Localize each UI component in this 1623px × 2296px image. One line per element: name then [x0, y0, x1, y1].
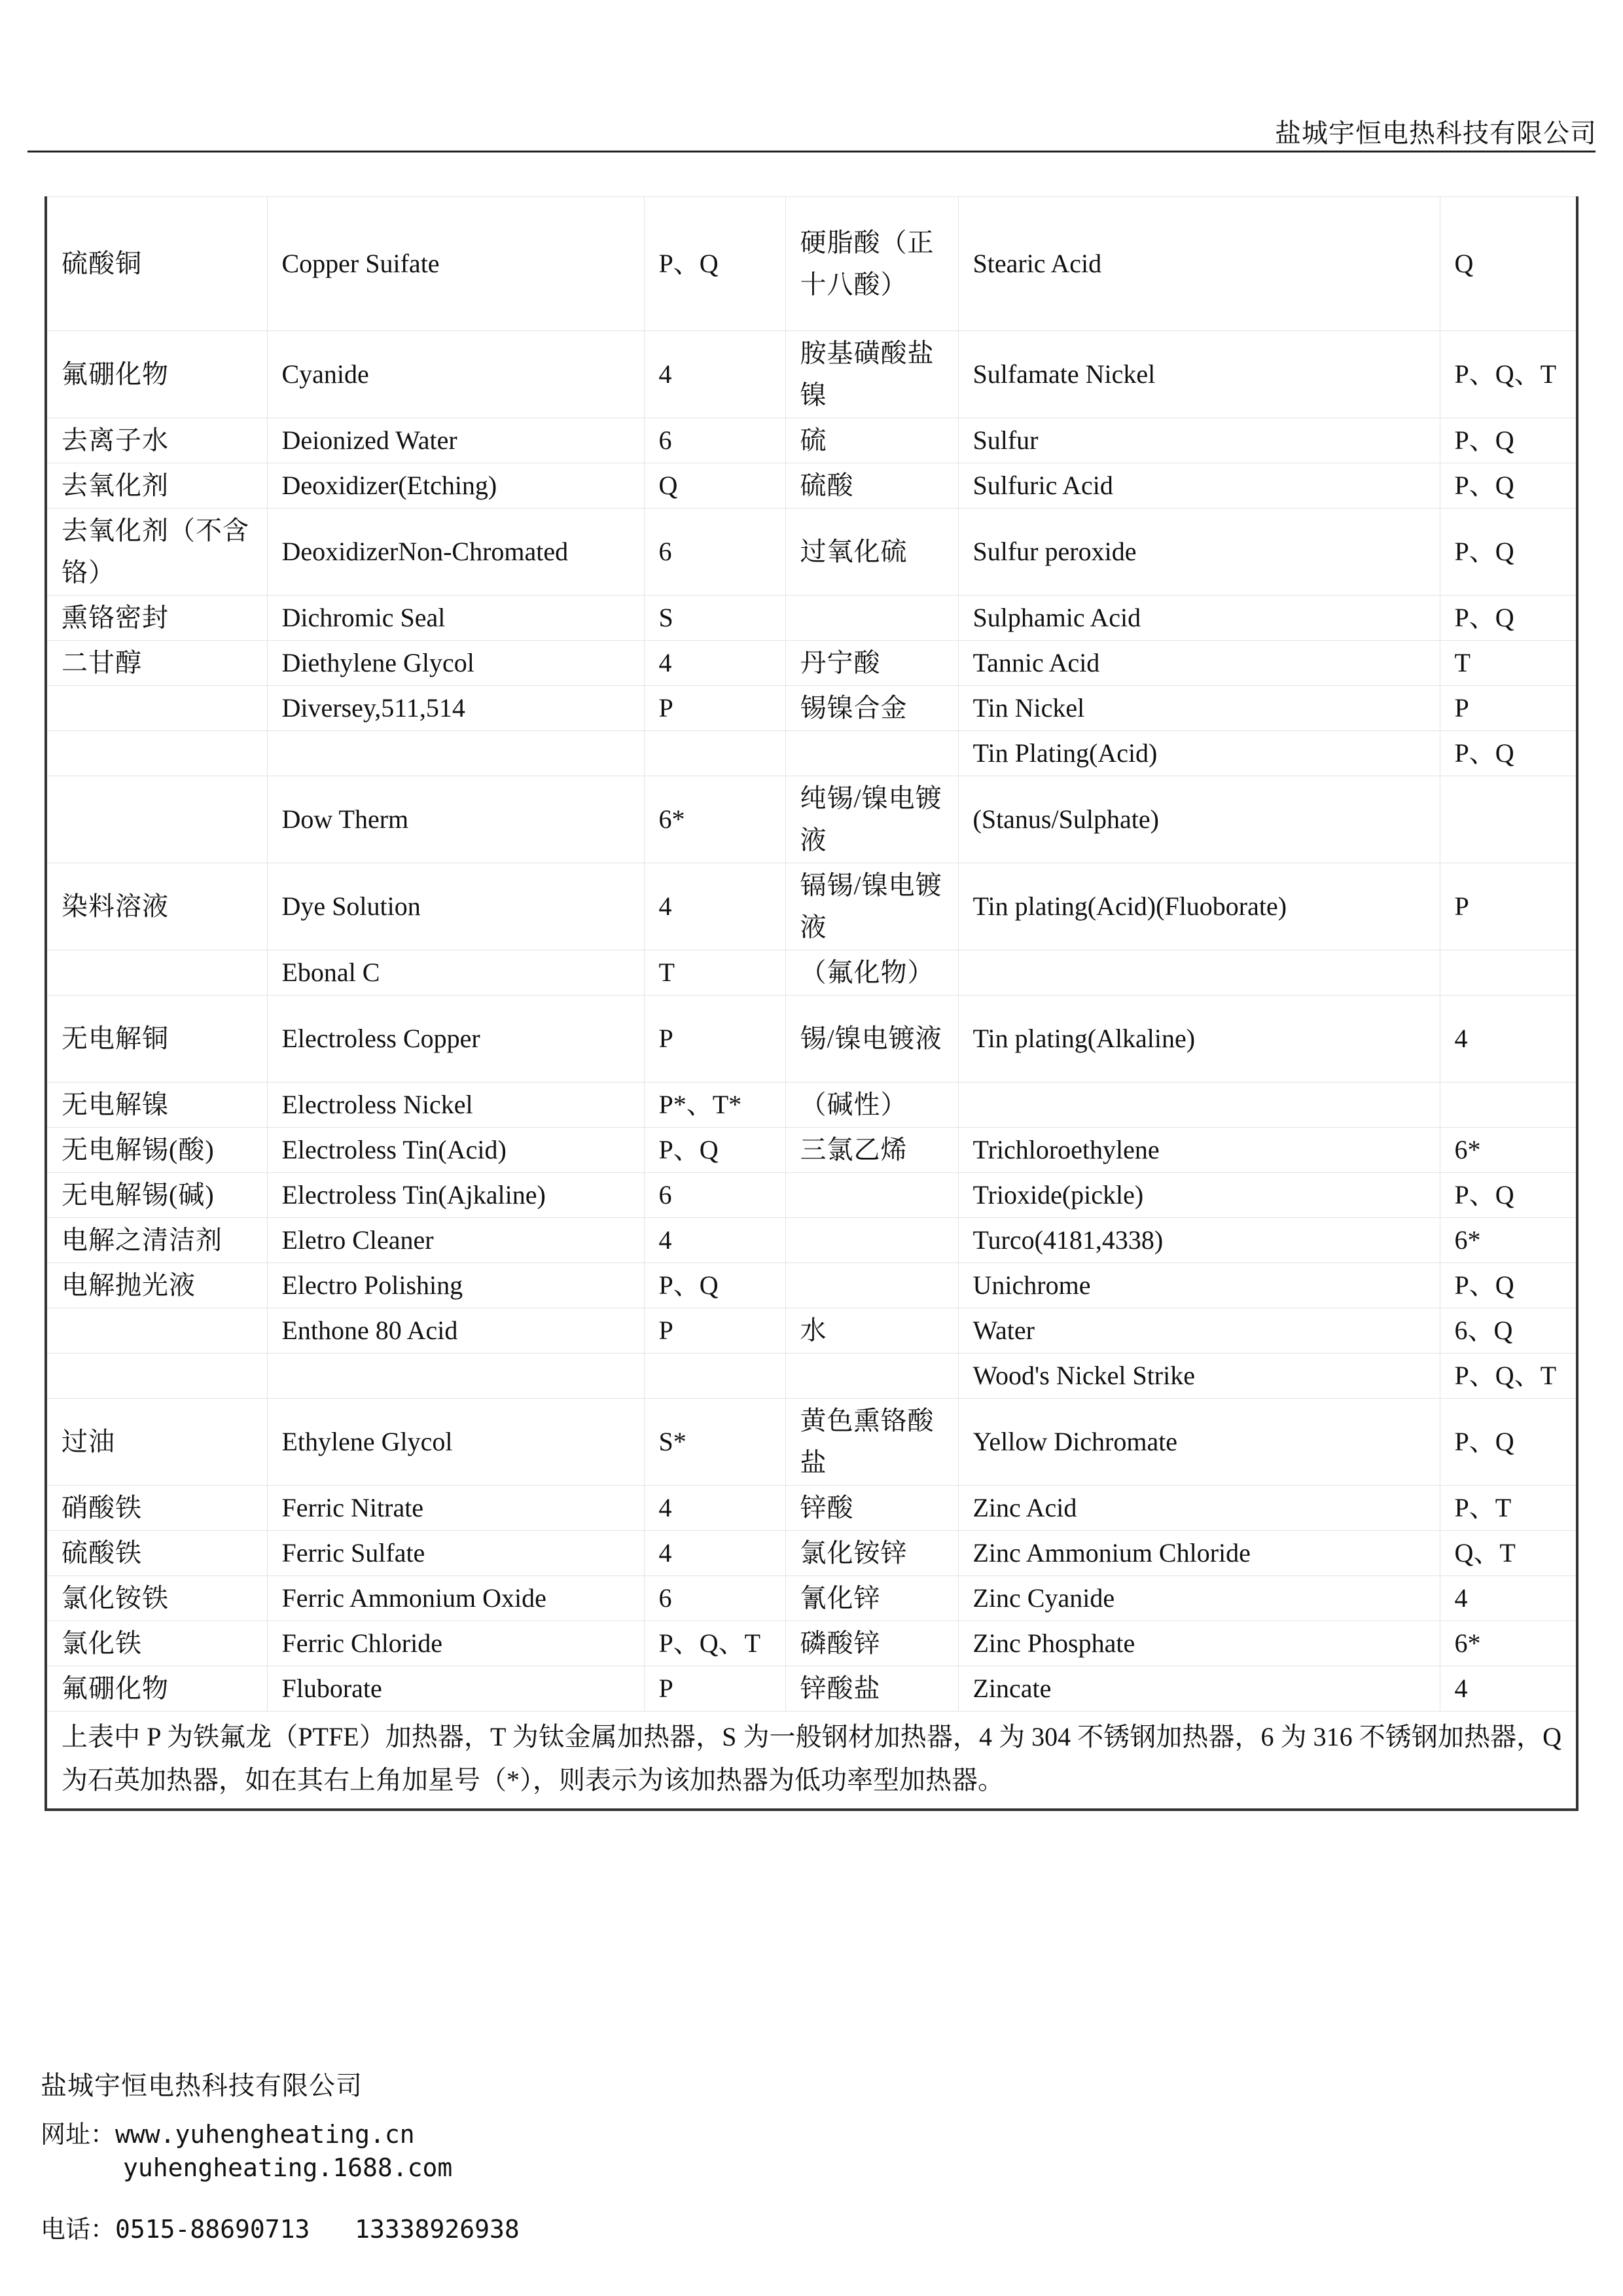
- table-body: [46, 197, 1577, 1810]
- table-row: [46, 731, 1577, 776]
- chinese-name-cell: [785, 1263, 958, 1308]
- chinese-name-cell: （碱性）: [785, 1083, 958, 1128]
- table-row: [46, 641, 1577, 686]
- heater-type-cell: 4: [1440, 1576, 1577, 1621]
- table-row: [46, 1531, 1577, 1576]
- table-row: [46, 596, 1577, 641]
- english-name-cell: Stearic Acid: [958, 197, 1440, 331]
- chinese-name-cell: [46, 776, 267, 863]
- chinese-name-cell: 无电解锡(碱): [46, 1173, 267, 1218]
- chinese-name-cell: 过氧化硫: [785, 509, 958, 596]
- english-name-cell: (Stanus/Sulphate): [958, 776, 1440, 863]
- chinese-name-cell: 过油: [46, 1399, 267, 1486]
- english-name-cell: Sulfuric Acid: [958, 463, 1440, 509]
- chinese-name-cell: 氯化铵锌: [785, 1531, 958, 1576]
- chinese-name-cell: [46, 1308, 267, 1354]
- table-row: [46, 1308, 1577, 1354]
- english-name-cell: Ferric Sulfate: [267, 1531, 644, 1576]
- footer-phone-line: [41, 2209, 520, 2245]
- heater-type-cell: [644, 731, 785, 776]
- heater-type-cell: P、Q: [1440, 463, 1577, 509]
- chinese-name-cell: 无电解锡(酸): [46, 1128, 267, 1173]
- heater-type-cell: 4: [644, 1531, 785, 1576]
- table-row: [46, 509, 1577, 596]
- chinese-name-cell: 去氧化剂: [46, 463, 267, 509]
- chinese-name-cell: [785, 731, 958, 776]
- heater-type-cell: Q: [644, 463, 785, 509]
- chinese-name-cell: 黄色熏铬酸盐: [785, 1399, 958, 1486]
- english-name-cell: Dow Therm: [267, 776, 644, 863]
- heater-type-cell: P、T: [1440, 1486, 1577, 1531]
- table-row: [46, 776, 1577, 863]
- heater-type-cell: P: [644, 686, 785, 731]
- table-row: [46, 1128, 1577, 1173]
- english-name-cell: Sulphamic Acid: [958, 596, 1440, 641]
- website-url-secondary[interactable]: yuhengheating.1688.com: [123, 2153, 453, 2182]
- table-row: [46, 463, 1577, 509]
- chinese-name-cell: 熏铬密封: [46, 596, 267, 641]
- english-name-cell: Zinc Phosphate: [958, 1621, 1440, 1666]
- english-name-cell: Electroless Tin(Ajkaline): [267, 1173, 644, 1218]
- english-name-cell: [958, 1083, 1440, 1128]
- website-label: 网址：: [41, 2120, 116, 2149]
- heater-type-cell: P、Q: [644, 1263, 785, 1308]
- english-name-cell: Copper Suifate: [267, 197, 644, 331]
- english-name-cell: Ferric Nitrate: [267, 1486, 644, 1531]
- heater-type-cell: 4: [644, 863, 785, 950]
- heater-type-cell: P、Q、T: [1440, 1354, 1577, 1399]
- heater-type-cell: Q: [1440, 197, 1577, 331]
- chinese-name-cell: [46, 1354, 267, 1399]
- table-row: [46, 950, 1577, 996]
- chinese-name-cell: 去氧化剂（不含铬）: [46, 509, 267, 596]
- english-name-cell: Dye Solution: [267, 863, 644, 950]
- english-name-cell: Zinc Ammonium Chloride: [958, 1531, 1440, 1576]
- footer-company-name: 盐城宇恒电热科技有限公司: [41, 2071, 363, 2101]
- heater-type-cell: P、Q: [1440, 731, 1577, 776]
- english-name-cell: Trichloroethylene: [958, 1128, 1440, 1173]
- heater-type-cell: 6*: [644, 776, 785, 863]
- table-note-row: [46, 1712, 1577, 1810]
- heater-type-cell: P: [1440, 863, 1577, 950]
- table-row: [46, 996, 1577, 1083]
- heater-type-cell: 6: [644, 1576, 785, 1621]
- heater-type-cell: 4: [1440, 1666, 1577, 1712]
- heater-type-cell: P*、T*: [644, 1083, 785, 1128]
- chinese-name-cell: 电解抛光液: [46, 1263, 267, 1308]
- table-row: [46, 1218, 1577, 1263]
- english-name-cell: Ethylene Glycol: [267, 1399, 644, 1486]
- heater-type-cell: [1440, 1083, 1577, 1128]
- chinese-name-cell: [785, 1218, 958, 1263]
- english-name-cell: Deoxidizer(Etching): [267, 463, 644, 509]
- heater-type-cell: 6: [644, 1173, 785, 1218]
- english-name-cell: Sulfur: [958, 418, 1440, 463]
- table-row: [46, 1399, 1577, 1486]
- heater-type-cell: 6: [644, 418, 785, 463]
- english-name-cell: Cyanide: [267, 331, 644, 418]
- heater-type-cell: 4: [1440, 996, 1577, 1083]
- chinese-name-cell: [785, 1354, 958, 1399]
- heater-type-cell: P: [1440, 686, 1577, 731]
- heater-legend-note: 上表中 P 为铁氟龙（PTFE）加热器，T 为钛金属加热器，S 为一般钢材加热器，4 为 304 不锈钢加热器，6 为 316 不锈钢加热器，Q 为石英加热器，如在其右上角加星号（*），则表示为该加热器为低功率型加热器。: [46, 1712, 1577, 1810]
- english-name-cell: Sulfur peroxide: [958, 509, 1440, 596]
- english-name-cell: Eletro Cleaner: [267, 1218, 644, 1263]
- chinese-name-cell: 氰化锌: [785, 1576, 958, 1621]
- heater-type-cell: 6*: [1440, 1218, 1577, 1263]
- english-name-cell: Trioxide(pickle): [958, 1173, 1440, 1218]
- chinese-name-cell: 氟硼化物: [46, 331, 267, 418]
- chinese-name-cell: 电解之清洁剂: [46, 1218, 267, 1263]
- table-row: [46, 1354, 1577, 1399]
- chinese-name-cell: 氯化铵铁: [46, 1576, 267, 1621]
- heater-type-cell: T: [1440, 641, 1577, 686]
- chinese-name-cell: 无电解镍: [46, 1083, 267, 1128]
- chinese-name-cell: [46, 731, 267, 776]
- heater-type-cell: 6、Q: [1440, 1308, 1577, 1354]
- heater-type-cell: [644, 1354, 785, 1399]
- heater-type-cell: P、Q: [1440, 1173, 1577, 1218]
- english-name-cell: Yellow Dichromate: [958, 1399, 1440, 1486]
- heater-type-cell: P、Q: [1440, 418, 1577, 463]
- table-row: [46, 1621, 1577, 1666]
- header-divider: [27, 151, 1596, 152]
- table-row: [46, 331, 1577, 418]
- english-name-cell: Tin Nickel: [958, 686, 1440, 731]
- table-row: [46, 197, 1577, 331]
- table-row: [46, 1576, 1577, 1621]
- chinese-name-cell: [785, 596, 958, 641]
- chinese-name-cell: 硬脂酸（正十八酸）: [785, 197, 958, 331]
- table-row: [46, 1263, 1577, 1308]
- table-row: [46, 418, 1577, 463]
- table-row: [46, 1486, 1577, 1531]
- heater-type-cell: 6: [644, 509, 785, 596]
- heater-type-cell: S: [644, 596, 785, 641]
- chinese-name-cell: 硫: [785, 418, 958, 463]
- english-name-cell: Zinc Acid: [958, 1486, 1440, 1531]
- english-name-cell: [267, 1354, 644, 1399]
- table-row: [46, 1083, 1577, 1128]
- english-name-cell: Electroless Copper: [267, 996, 644, 1083]
- english-name-cell: Tannic Acid: [958, 641, 1440, 686]
- heater-type-cell: P、Q、T: [644, 1621, 785, 1666]
- chemical-compatibility-table: [45, 196, 1578, 1811]
- heater-type-cell: P、Q: [1440, 1263, 1577, 1308]
- english-name-cell: Ebonal C: [267, 950, 644, 996]
- heater-type-cell: P、Q、T: [1440, 331, 1577, 418]
- english-name-cell: Zincate: [958, 1666, 1440, 1712]
- chinese-name-cell: 锡/镍电镀液: [785, 996, 958, 1083]
- footer-website-line: [41, 2114, 415, 2150]
- table-row: [46, 686, 1577, 731]
- chinese-name-cell: 氟硼化物: [46, 1666, 267, 1712]
- english-name-cell: Diethylene Glycol: [267, 641, 644, 686]
- heater-type-cell: 4: [644, 1218, 785, 1263]
- heater-type-cell: S*: [644, 1399, 785, 1486]
- english-name-cell: Water: [958, 1308, 1440, 1354]
- english-name-cell: Turco(4181,4338): [958, 1218, 1440, 1263]
- chinese-name-cell: 二甘醇: [46, 641, 267, 686]
- chinese-name-cell: 三氯乙烯: [785, 1128, 958, 1173]
- english-name-cell: Unichrome: [958, 1263, 1440, 1308]
- english-name-cell: Ferric Chloride: [267, 1621, 644, 1666]
- heater-type-cell: P、Q: [644, 1128, 785, 1173]
- english-name-cell: Electro Polishing: [267, 1263, 644, 1308]
- heater-type-cell: 6*: [1440, 1128, 1577, 1173]
- heater-type-cell: 6*: [1440, 1621, 1577, 1666]
- heater-type-cell: P、Q: [1440, 509, 1577, 596]
- english-name-cell: Dichromic Seal: [267, 596, 644, 641]
- chinese-name-cell: 丹宁酸: [785, 641, 958, 686]
- heater-type-cell: P: [644, 1308, 785, 1354]
- chinese-name-cell: 镉锡/镍电镀液: [785, 863, 958, 950]
- english-name-cell: Ferric Ammonium Oxide: [267, 1576, 644, 1621]
- website-url-primary[interactable]: www.yuhengheating.cn: [115, 2120, 415, 2149]
- english-name-cell: Electroless Nickel: [267, 1083, 644, 1128]
- english-name-cell: Fluborate: [267, 1666, 644, 1712]
- chinese-name-cell: 水: [785, 1308, 958, 1354]
- english-name-cell: Tin plating(Alkaline): [958, 996, 1440, 1083]
- heater-type-cell: P、Q: [1440, 1399, 1577, 1486]
- chinese-name-cell: 硝酸铁: [46, 1486, 267, 1531]
- chinese-name-cell: 锌酸盐: [785, 1666, 958, 1712]
- english-name-cell: Tin plating(Acid)(Fluoborate): [958, 863, 1440, 950]
- table-row: [46, 1173, 1577, 1218]
- heater-type-cell: P: [644, 996, 785, 1083]
- chinese-name-cell: 胺基磺酸盐镍: [785, 331, 958, 418]
- chinese-name-cell: 硫酸铁: [46, 1531, 267, 1576]
- heater-type-cell: 4: [644, 641, 785, 686]
- chinese-name-cell: [785, 1173, 958, 1218]
- english-name-cell: Tin Plating(Acid): [958, 731, 1440, 776]
- heater-type-cell: 4: [644, 1486, 785, 1531]
- chinese-name-cell: 纯锡/镍电镀液: [785, 776, 958, 863]
- heater-type-cell: T: [644, 950, 785, 996]
- english-name-cell: Diversey,511,514: [267, 686, 644, 731]
- phone-label: 电话：: [41, 2215, 116, 2244]
- chinese-name-cell: 染料溶液: [46, 863, 267, 950]
- english-name-cell: DeoxidizerNon-Chromated: [267, 509, 644, 596]
- table-row: [46, 863, 1577, 950]
- english-name-cell: Enthone 80 Acid: [267, 1308, 644, 1354]
- chinese-name-cell: 锌酸: [785, 1486, 958, 1531]
- chinese-name-cell: [46, 686, 267, 731]
- english-name-cell: Electroless Tin(Acid): [267, 1128, 644, 1173]
- english-name-cell: Sulfamate Nickel: [958, 331, 1440, 418]
- heater-type-cell: [1440, 950, 1577, 996]
- chinese-name-cell: （氟化物）: [785, 950, 958, 996]
- chemical-compatibility-table-container: [45, 196, 1576, 1811]
- heater-type-cell: P、Q: [644, 197, 785, 331]
- english-name-cell: [958, 950, 1440, 996]
- heater-type-cell: P: [644, 1666, 785, 1712]
- chinese-name-cell: 氯化铁: [46, 1621, 267, 1666]
- chinese-name-cell: 磷酸锌: [785, 1621, 958, 1666]
- heater-type-cell: P、Q: [1440, 596, 1577, 641]
- table-row: [46, 1666, 1577, 1712]
- chinese-name-cell: 锡镍合金: [785, 686, 958, 731]
- chinese-name-cell: 去离子水: [46, 418, 267, 463]
- english-name-cell: Zinc Cyanide: [958, 1576, 1440, 1621]
- chinese-name-cell: 无电解铜: [46, 996, 267, 1083]
- english-name-cell: [267, 731, 644, 776]
- english-name-cell: Deionized Water: [267, 418, 644, 463]
- heater-type-cell: 4: [644, 331, 785, 418]
- chinese-name-cell: [46, 950, 267, 996]
- heater-type-cell: [1440, 776, 1577, 863]
- phone-numbers: 0515-88690713 13338926938: [115, 2215, 520, 2244]
- heater-type-cell: Q、T: [1440, 1531, 1577, 1576]
- chinese-name-cell: 硫酸铜: [46, 197, 267, 331]
- english-name-cell: Wood's Nickel Strike: [958, 1354, 1440, 1399]
- chinese-name-cell: 硫酸: [785, 463, 958, 509]
- header-company-name: 盐城宇恒电热科技有限公司: [1275, 118, 1597, 149]
